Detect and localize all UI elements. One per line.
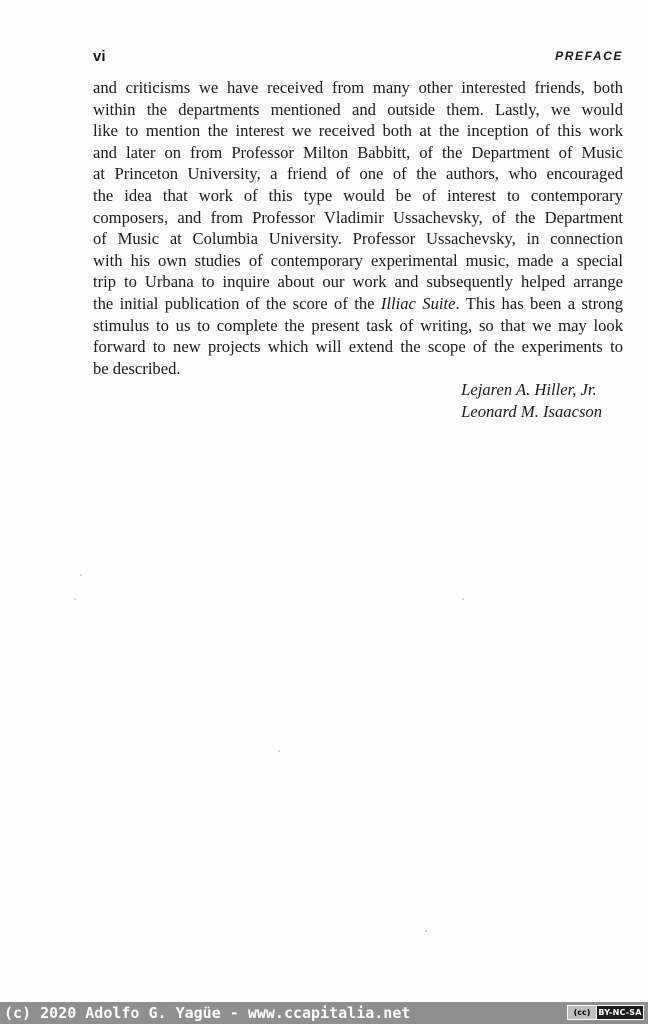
work-title-italic: Illiac Suite bbox=[380, 293, 456, 313]
text-line: composers, and from Professor Vladimir Ussachevsky, of the Department bbox=[93, 207, 623, 227]
text-line-with-title bbox=[93, 293, 623, 315]
copyright-footer bbox=[0, 1002, 648, 1024]
text-line: within the departments mentioned and outside them. Lastly, we would bbox=[93, 99, 623, 119]
text-line: stimulus to us to complete the present task of writing, so that we may look bbox=[93, 315, 623, 335]
author-signatures bbox=[461, 379, 602, 422]
preface-paragraph bbox=[93, 77, 623, 379]
author-name: Leonard M. Isaacson bbox=[461, 401, 602, 421]
paper-speck bbox=[278, 750, 280, 752]
running-head: PREFACE bbox=[555, 49, 623, 63]
text-line-last: be described. bbox=[93, 358, 181, 378]
page-header bbox=[93, 48, 623, 70]
text-fragment: . This has been a strong bbox=[455, 293, 623, 313]
author-name: Lejaren A. Hiller, Jr. bbox=[461, 380, 597, 399]
paper-speck bbox=[74, 598, 76, 600]
text-line: of Music at Columbia University. Professor Ussachevsky, in connection bbox=[93, 229, 623, 249]
text-line: the idea that work of this type would be of interest to contemporary bbox=[93, 185, 623, 205]
paper-speck bbox=[425, 930, 427, 932]
text-line: with his own studies of contemporary experimental music, made a special bbox=[93, 250, 623, 270]
cc-license-badge bbox=[567, 1005, 644, 1020]
text-line: and later on from Professor Milton Babbitt, of the Department of Music bbox=[93, 142, 623, 162]
page-number: vi bbox=[93, 48, 106, 65]
creative-commons-icon: (cc) bbox=[568, 1006, 597, 1019]
license-label: BY-NC-SA bbox=[598, 1008, 642, 1017]
copyright-text: (c) 2020 Adolfo G. Yagüe - www.ccapitalia.net bbox=[4, 1004, 411, 1022]
text-line: like to mention the interest we received both at the inception of this work bbox=[93, 121, 623, 141]
text-line: at Princeton University, a friend of one of the authors, who encouraged bbox=[93, 164, 623, 184]
text-fragment: the initial publication of the score of the bbox=[93, 293, 381, 313]
text-line: forward to new projects which will extend the scope of the experiments to bbox=[93, 337, 623, 357]
paper-speck bbox=[462, 598, 464, 600]
paper-speck bbox=[80, 574, 82, 576]
text-line: trip to Urbana to inquire about our work and subsequently helped arrange bbox=[93, 272, 623, 292]
text-line: and criticisms we have received from many other interested friends, both bbox=[93, 78, 623, 97]
